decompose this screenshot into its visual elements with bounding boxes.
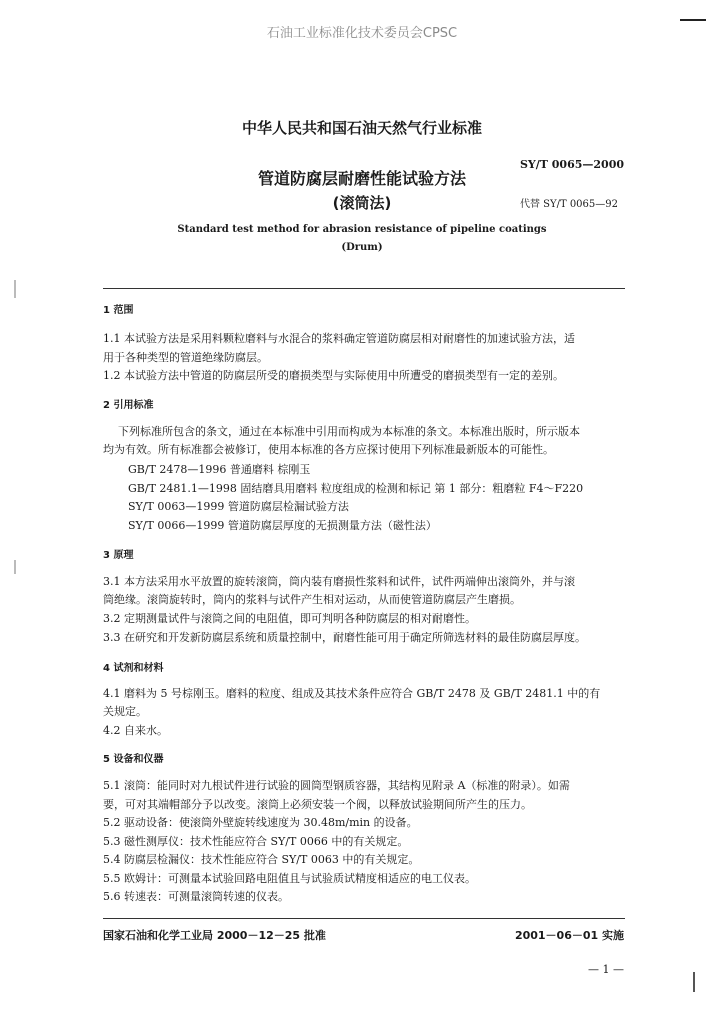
- paragraph: 下列标准所包含的条文，通过在本标准中引用而构成为本标准的条文。本标准出版时，所示版本: [118, 425, 580, 438]
- reference-item: GB/T 2478—1996 普通磨料 棕刚玉: [128, 463, 311, 476]
- english-title: Standard test method for abrasion resistance of pipeline coatings: [177, 224, 547, 235]
- page-number: — 1 —: [588, 963, 624, 976]
- paragraph: 均为有效。所有标准都会被修订，使用本标准的各方应探讨使用下列标准最新版本的可能性。: [103, 443, 554, 456]
- approval-date: 国家石油和化学工业局 2000－12－25 批准: [103, 929, 326, 942]
- paragraph: 5.3 磁性测厚仪：技术性能应符合 SY/T 0066 中的有关规定。: [103, 835, 409, 848]
- paragraph: 5.6 转速表：可测量滚筒转速的仪表。: [103, 890, 289, 903]
- standard-body: 中华人民共和国石油天然气行业标准: [241, 119, 482, 137]
- reference-item: SY/T 0066—1999 管道防腐层厚度的无损测量方法（磁性法）: [128, 519, 437, 532]
- paragraph: 3.3 在研究和开发新防腐层系统和质量控制中，耐磨性能可用于确定所筛选材料的最佳防腐层厚度。: [103, 631, 586, 644]
- section-heading: 4 试剂和材料: [103, 663, 164, 674]
- footer-rule: [103, 918, 625, 919]
- paragraph: 5.2 驱动设备：使滚筒外壁旋转线速度为 30.48m/min 的设备。: [103, 816, 418, 829]
- section-heading: 5 设备和仪器: [103, 754, 164, 765]
- paragraph: 4.1 磨料为 5 号棕刚玉。磨料的粒度、组成及其技术条件应符合 GB/T 2478 及 GB/T 2481.1 中的有: [103, 687, 601, 700]
- paragraph: 关规定。: [103, 705, 147, 718]
- section-heading: 2 引用标准: [103, 400, 154, 411]
- paragraph: 1.2 本试验方法中管道的防腐层所受的磨损类型与实际使用中所遭受的磨损类型有一定的差别。: [103, 369, 564, 382]
- scan-mark: [14, 280, 16, 298]
- scan-mark: [693, 972, 705, 992]
- paragraph: 1.1 本试验方法是采用料颗粒磨料与水混合的浆料确定管道防腐层相对耐磨性的加速试验方法，适: [103, 332, 575, 345]
- reference-item: SY/T 0063—1999 管道防腐层检漏试验方法: [128, 500, 349, 513]
- section-heading: 3 原理: [103, 550, 134, 561]
- paragraph: 用于各种类型的管道绝缘防腐层。: [103, 351, 268, 364]
- scan-mark: [14, 560, 16, 574]
- paragraph: 要，可对其端帽部分予以改变。滚筒上必须安装一个阀，以释放试验期间所产生的压力。: [103, 798, 532, 811]
- paragraph: 3.2 定期测量试件与滚筒之间的电阻值，即可判明各种防腐层的相对耐磨性。: [103, 612, 476, 625]
- document-title: 管道防腐层耐磨性能试验方法: [257, 169, 466, 188]
- header-rule: [103, 288, 625, 289]
- paragraph: 筒绝缘。滚筒旋转时，筒内的浆料与试件产生相对运动，从而使管道防腐层产生磨损。: [103, 593, 521, 606]
- english-subtitle: (Drum): [341, 242, 383, 253]
- paragraph: 5.1 滚筒：能同时对九根试件进行试验的圆筒型钢质容器，其结构见附录 A（标准的附录）。如需: [103, 779, 570, 792]
- paragraph: 5.4 防腐层检漏仪：技术性能应符合 SY/T 0063 中的有关规定。: [103, 853, 420, 866]
- section-heading: 1 范围: [103, 305, 134, 316]
- paragraph: 3.1 本方法采用水平放置的旋转滚筒，筒内装有磨损性浆料和试件，试件两端伸出滚筒外，并与滚: [103, 575, 575, 588]
- paragraph: 5.5 欧姆计：可测量本试验回路电阻值且与试验质试精度相适应的电工仪表。: [103, 872, 476, 885]
- effective-date: 2001－06－01 实施: [514, 929, 624, 942]
- paragraph: 4.2 自来水。: [103, 724, 168, 737]
- standard-code: SY/T 0065—2000: [519, 158, 624, 171]
- document-subtitle: (滚筒法): [332, 194, 392, 212]
- replaces-note: 代替 SY/T 0065—92: [519, 199, 618, 210]
- watermark-text: 石油工业标准化技术委员会CPSC: [266, 26, 458, 41]
- reference-item: GB/T 2481.1—1998 固结磨具用磨料 粒度组成的检测和标记 第 1 部分：粗磨粒 F4～F220: [128, 482, 584, 495]
- corner-rule: [680, 19, 706, 21]
